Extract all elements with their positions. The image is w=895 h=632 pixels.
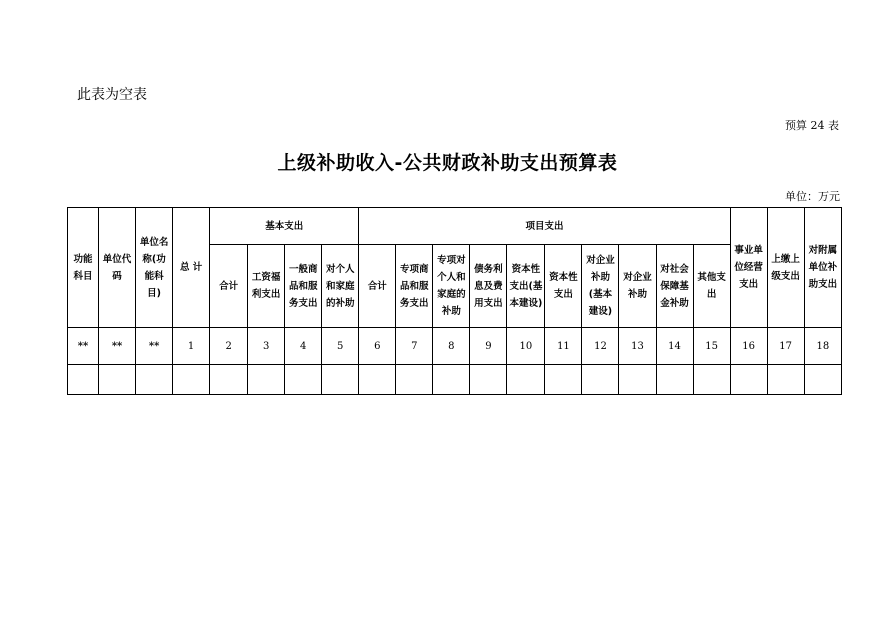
header-project-debt-interest: 债务利息及费用支出 (470, 245, 507, 328)
empty-cell (99, 365, 136, 395)
header-project-total: 合计 (359, 245, 396, 328)
header-basic-individual-subsidy: 对个人和家庭的补助 (322, 245, 359, 328)
empty-cell (656, 365, 693, 395)
header-total: 总 计 (173, 208, 210, 328)
empty-cell (730, 365, 767, 395)
column-number: 9 (470, 328, 507, 365)
empty-cell (545, 365, 582, 395)
header-unit-name: 单位名称(功能科目) (136, 208, 173, 328)
empty-cell (804, 365, 841, 395)
column-number: 1 (173, 328, 210, 365)
header-project-other: 其他支出 (693, 245, 730, 328)
column-number: 14 (656, 328, 693, 365)
empty-cell (507, 365, 545, 395)
column-number: 18 (804, 328, 841, 365)
column-number: 17 (767, 328, 804, 365)
header-basic-total: 合计 (210, 245, 248, 328)
unit-label: 单位：万元 (785, 190, 840, 203)
column-number: 4 (285, 328, 322, 365)
column-number: ** (99, 328, 136, 365)
empty-cell (433, 365, 470, 395)
column-number: ** (136, 328, 173, 365)
column-number: 7 (396, 328, 433, 365)
empty-data-row (68, 365, 842, 395)
column-number: 16 (730, 328, 767, 365)
empty-cell (68, 365, 99, 395)
column-number: 13 (619, 328, 656, 365)
empty-cell (136, 365, 173, 395)
column-number: 8 (433, 328, 470, 365)
header-basic-group: 基本支出 (210, 208, 359, 245)
column-number: 15 (693, 328, 730, 365)
empty-cell (693, 365, 730, 395)
header-project-capital-construction: 资本性支出(基本建设) (507, 245, 545, 328)
header-project-capital: 资本性支出 (545, 245, 582, 328)
budget-table (67, 207, 842, 395)
column-number: ** (68, 328, 99, 365)
column-number: 2 (210, 328, 248, 365)
empty-cell (248, 365, 285, 395)
column-number: 3 (248, 328, 285, 365)
empty-cell (582, 365, 619, 395)
empty-cell (359, 365, 396, 395)
column-number: 11 (545, 328, 582, 365)
header-project-individual-subsidy: 专项对个人和家庭的补助 (433, 245, 470, 328)
header-project-enterprise-construction: 对企业补助(基本建设) (582, 245, 619, 328)
column-number: 6 (359, 328, 396, 365)
empty-cell (619, 365, 656, 395)
column-number-row (68, 328, 842, 365)
header-remit-upper: 上缴上级支出 (767, 208, 804, 328)
header-project-enterprise-subsidy: 对企业补助 (619, 245, 656, 328)
header-row-group (68, 208, 842, 245)
empty-table-note: 此表为空表 (77, 87, 147, 103)
empty-cell (173, 365, 210, 395)
header-project-group: 项目支出 (359, 208, 730, 245)
column-number: 12 (582, 328, 619, 365)
table-number: 预算 24 表 (785, 119, 839, 132)
column-number: 5 (322, 328, 359, 365)
header-basic-wages: 工资福利支出 (248, 245, 285, 328)
header-basic-goods-services: 一般商品和服务支出 (285, 245, 322, 328)
page-title: 上级补助收入-公共财政补助支出预算表 (277, 152, 618, 174)
column-number: 10 (507, 328, 545, 365)
empty-cell (322, 365, 359, 395)
header-project-social-security: 对社会保障基金补助 (656, 245, 693, 328)
empty-cell (396, 365, 433, 395)
empty-cell (767, 365, 804, 395)
header-unit-code: 单位代码 (99, 208, 136, 328)
empty-cell (285, 365, 322, 395)
header-project-goods-services: 专项商品和服务支出 (396, 245, 433, 328)
header-subsidiary: 对附属单位补助支出 (804, 208, 841, 328)
empty-cell (210, 365, 248, 395)
header-func-subject: 功能科目 (68, 208, 99, 328)
empty-cell (470, 365, 507, 395)
header-business-unit: 事业单位经营支出 (730, 208, 767, 328)
